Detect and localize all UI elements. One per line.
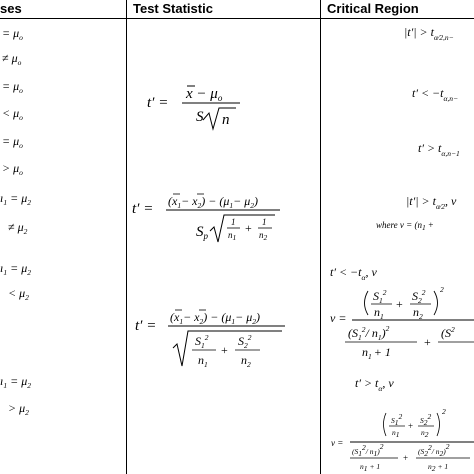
c7-right-paren <box>434 291 438 315</box>
c7-den-1-n: $n_1 + 1$ <box>362 345 391 361</box>
stat2-f1-num: 1 <box>231 217 236 227</box>
stat3-f2-num: $S_2^2$ <box>238 333 252 350</box>
c7-den-1: ($S_1^2/$ $n_1)^2$ <box>348 324 390 342</box>
hypothesis-null-4: $ı_1 = \mu_2$ <box>0 191 31 207</box>
c9-den-2: (S22/ n2)2 <box>418 442 450 458</box>
c9-left-paren <box>384 413 387 436</box>
c9-s1: S12 <box>391 412 403 427</box>
hypothesis-null-2: = $\mu_o$ <box>2 79 23 95</box>
hypothesis-alt-6: > $\mu_2$ <box>8 401 29 417</box>
c9-den-2-n: n2 + 1 <box>428 462 449 473</box>
stat2-plus: + <box>245 221 252 235</box>
crit-df-pooled: where $v = (n_1$ + <box>376 220 434 232</box>
c9-den-plus: + <box>403 453 409 463</box>
hypothesis-alt-1: ≠ $\mu_o$ <box>2 51 22 67</box>
stat2-numerator: $(x_1- x_2) - (\mu_1- \mu_2)$ <box>168 194 259 210</box>
c7-s2: $S_2^2$ <box>412 288 426 305</box>
stat1-lhs: t′ = <box>147 95 169 111</box>
hypothesis-alt-5: < $\mu_2$ <box>8 286 29 302</box>
c9-plus: + <box>408 421 414 431</box>
hypothesis-null-5: $ı_1 = \mu_2$ <box>0 261 31 277</box>
c7-s1: $S_1^2$ <box>373 288 387 305</box>
hypothesis-null-3: = $\mu_o$ <box>2 134 23 150</box>
c9-den-1: (S12/ n1)2 <box>352 442 384 458</box>
hypothesis-alt-3: > $\mu_o$ <box>2 161 23 177</box>
stat2-den-sp: $S_p$ <box>196 224 208 241</box>
c9-n1: n1 <box>392 428 400 439</box>
test-statistic-pooled <box>132 194 280 242</box>
hypothesis-null-1: = $\mu_o$ <box>2 26 23 42</box>
stat2-f1-den: $n_1$ <box>228 230 237 242</box>
c7-den-plus: + <box>424 335 431 349</box>
c7-n2: $n_2$ <box>413 305 423 321</box>
hypothesis-null-6: $ı_1 = \mu_2$ <box>0 374 31 390</box>
hypothesis-alt-2: < $\mu_o$ <box>2 106 23 122</box>
crit-right-1: $t' > t_{\alpha,n-1}$ <box>418 141 460 158</box>
crit-right-2: $t' > t_\alpha$, v <box>355 376 394 393</box>
c7-den-2: ($S^2$ <box>441 325 455 340</box>
critical-region-column <box>330 25 474 473</box>
crit-welch-df-2 <box>331 407 474 473</box>
stat2-f2-den: $n_2$ <box>259 230 268 242</box>
c7-lhs: v = <box>330 311 347 325</box>
hypotheses-column <box>0 26 31 417</box>
crit-left-1: $t' < -t_{\alpha,n-}$ <box>412 86 459 103</box>
stat3-f2-den: $n_2$ <box>241 353 251 369</box>
stat3-numerator: $(x_1- x_2) - (\mu_1- \mu_2)$ <box>170 310 261 326</box>
header-hypotheses: ses <box>0 1 22 16</box>
stat1-numerator: $x - \mu_o$ <box>186 86 223 103</box>
stat1-sqrt-sign <box>203 108 236 129</box>
c9-den-1-n: n1 + 1 <box>360 462 381 473</box>
c7-outer-sup: 2 <box>440 285 444 294</box>
crit-left-2: $t' < -t_\alpha$, v <box>330 265 377 282</box>
hypothesis-alt-4: ≠ $\mu_2$ <box>8 220 28 236</box>
c9-outer-sup: 2 <box>442 407 446 416</box>
stat3-f1-num: $S_1^2$ <box>195 333 209 350</box>
test-statistic-welch <box>135 310 285 369</box>
c9-lhs: v = <box>331 438 344 448</box>
crit-two-sided-2: $|t'| > t_{\alpha⁄2}$, v <box>406 194 457 211</box>
stat2-lhs: t′ = <box>132 201 154 217</box>
crit-two-sided-1: $|t'| > t_{\alpha⁄2,n-}$ <box>404 25 454 42</box>
c9-right-paren <box>437 413 440 436</box>
test-statistic-one-sample <box>147 86 240 129</box>
stat3-f1-den: $n_1$ <box>198 353 208 369</box>
c7-plus: + <box>396 297 403 311</box>
header-critical-region: Critical Region <box>327 1 419 16</box>
c7-left-paren <box>365 291 369 315</box>
stat3-lhs: t′ = <box>135 318 157 334</box>
crit-welch-df-1 <box>330 285 474 361</box>
header-test-statistic: Test Statistic <box>133 1 213 16</box>
c7-n1: $n_1$ <box>374 305 384 321</box>
c9-n2: n2 <box>421 428 429 439</box>
stat2-f2-num: 1 <box>262 217 267 227</box>
c9-s2: S22 <box>420 412 432 427</box>
stat3-plus: + <box>221 343 228 357</box>
stat1-den-n: n <box>222 112 230 128</box>
stat1-den-s: S <box>196 109 204 125</box>
